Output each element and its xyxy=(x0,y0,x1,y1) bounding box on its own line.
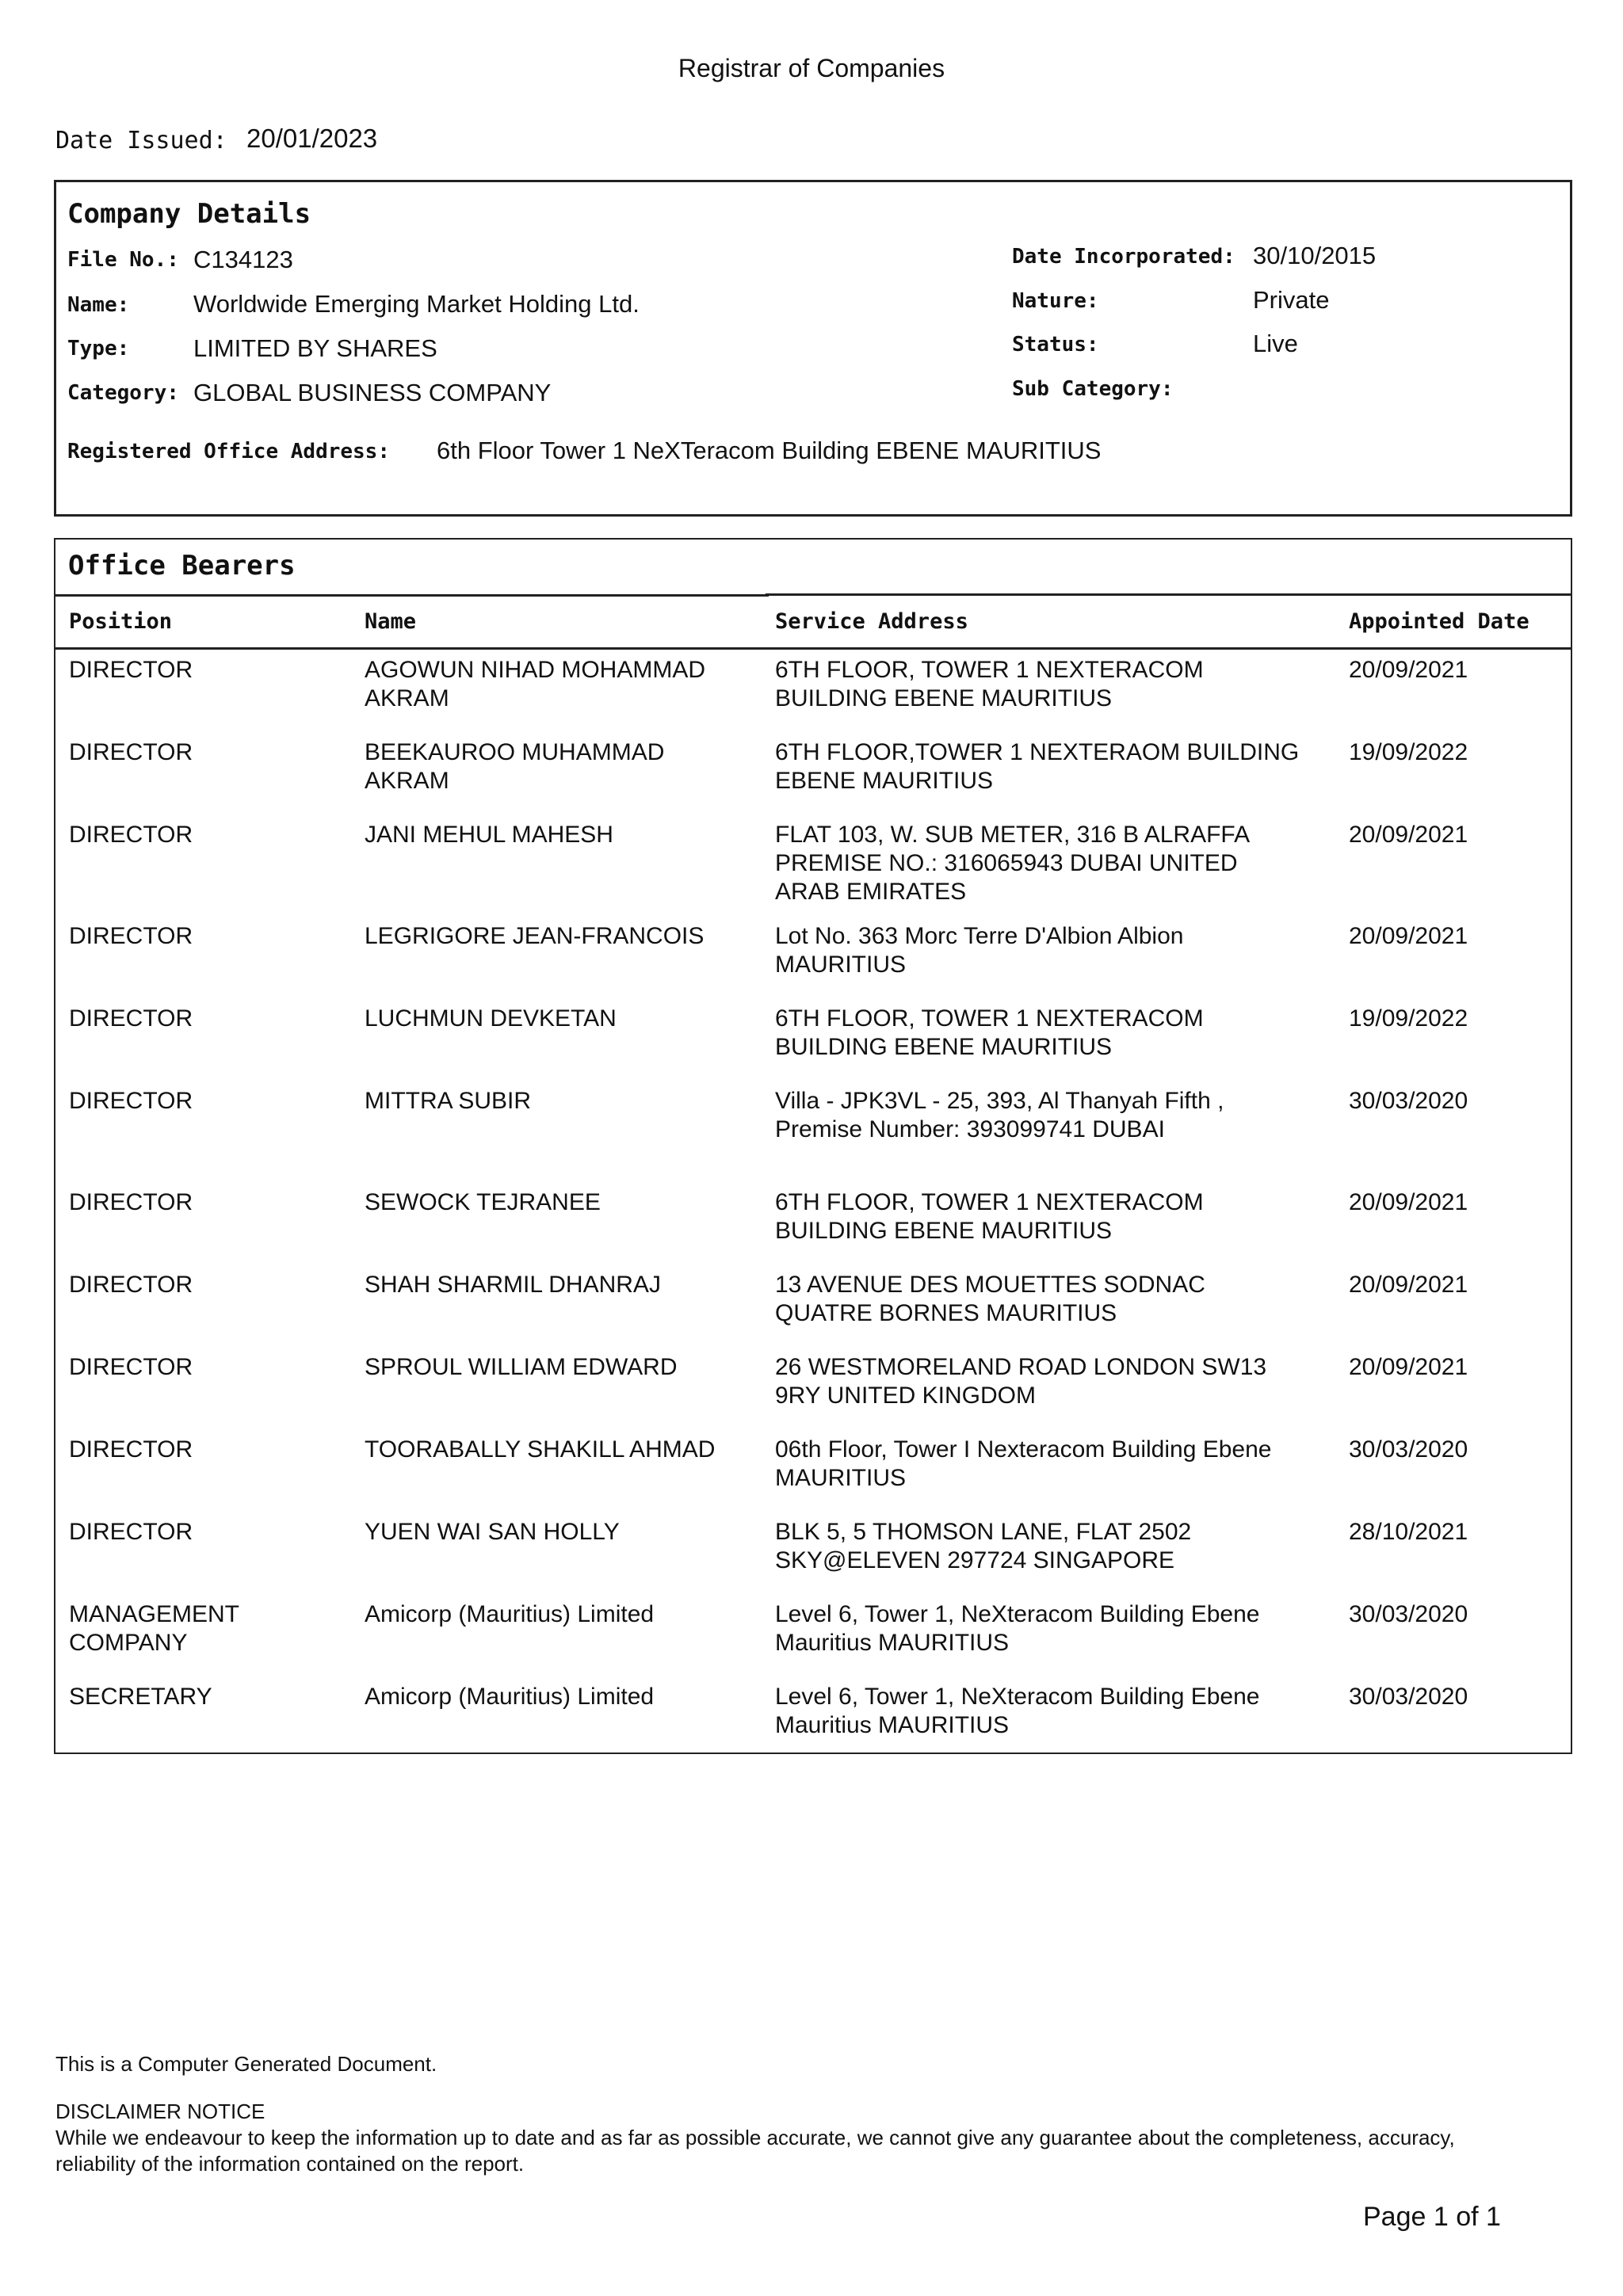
status-value: Live xyxy=(1253,330,1298,357)
cell-service-address-line: Mauritius MAURITIUS xyxy=(775,1712,1010,1738)
cell-position-line: DIRECTOR xyxy=(69,822,193,848)
cell-position xyxy=(69,821,338,849)
registered-office-value: 6th Floor Tower 1 NeXTeracom Building EBENE MAURITIUS xyxy=(437,437,1102,464)
cell-service-address-line: ARAB EMIRATES xyxy=(775,879,967,905)
cell-service-address xyxy=(775,1353,1346,1410)
date-issued-label: Date Issued: xyxy=(55,127,227,154)
office-bearers-heading: Office Bearers xyxy=(68,550,296,582)
cell-name xyxy=(365,738,761,795)
cell-service-address xyxy=(775,1436,1346,1493)
cell-service-address-line: Villa - JPK3VL - 25, 393, Al Thanyah Fifth , xyxy=(775,1088,1224,1114)
cell-service-address-line: 9RY UNITED KINGDOM xyxy=(775,1383,1036,1409)
cell-service-address-line: 06th Floor, Tower I Nexteracom Building Ebene xyxy=(775,1436,1272,1463)
sub-category-label: Sub Category: xyxy=(1012,377,1174,401)
cell-name xyxy=(365,1087,761,1116)
column-header-name: Name xyxy=(365,609,417,634)
cell-service-address xyxy=(775,1087,1346,1144)
cell-service-address xyxy=(775,1271,1346,1328)
cell-name-line: SPROUL WILLIAM EDWARD xyxy=(365,1354,678,1380)
cell-name xyxy=(365,1353,761,1382)
cell-name xyxy=(365,656,761,713)
cell-service-address xyxy=(775,1683,1346,1740)
cell-position-line: MANAGEMENT xyxy=(69,1601,240,1627)
cell-name-line: LUCHMUN DEVKETAN xyxy=(365,1005,617,1032)
cell-name xyxy=(365,1600,761,1629)
cell-service-address-line: Mauritius MAURITIUS xyxy=(775,1630,1010,1656)
cell-position-line: DIRECTOR xyxy=(69,1088,193,1114)
cell-name-line: LEGRIGORE JEAN-FRANCOIS xyxy=(365,923,705,949)
cell-appointed-date: 30/03/2020 xyxy=(1349,1088,1468,1114)
cell-name-line: Amicorp (Mauritius) Limited xyxy=(365,1601,655,1627)
cell-appointed-date: 20/09/2021 xyxy=(1349,1354,1468,1380)
cell-service-address-line: Level 6, Tower 1, NeXteracom Building Ebene xyxy=(775,1684,1260,1710)
cell-appointed-date: 20/09/2021 xyxy=(1349,1189,1468,1215)
cell-appointed-date: 20/09/2021 xyxy=(1349,822,1468,848)
cell-appointed-date: 19/09/2022 xyxy=(1349,739,1468,765)
nature-label: Nature: xyxy=(1012,289,1099,313)
cell-service-address-line: Level 6, Tower 1, NeXteracom Building Ebene xyxy=(775,1601,1260,1627)
column-header-position: Position xyxy=(69,609,173,634)
cell-service-address-line: PREMISE NO.: 316065943 DUBAI UNITED xyxy=(775,850,1238,876)
cell-service-address-line: 6TH FLOOR, TOWER 1 NEXTERACOM xyxy=(775,1189,1204,1215)
date-incorporated-value: 30/10/2015 xyxy=(1253,242,1377,269)
cell-name-line: BEEKAUROO MUHAMMAD xyxy=(365,739,665,765)
cell-appointed-date: 20/09/2021 xyxy=(1349,1272,1468,1298)
cell-position xyxy=(69,1188,338,1217)
cell-service-address-line: 13 AVENUE DES MOUETTES SODNAC xyxy=(775,1272,1205,1298)
category-value: GLOBAL BUSINESS COMPANY xyxy=(193,379,552,406)
registered-office-label: Registered Office Address: xyxy=(67,440,390,463)
cell-position-line: DIRECTOR xyxy=(69,1354,193,1380)
cell-service-address-line: 6TH FLOOR,TOWER 1 NEXTERAOM BUILDING xyxy=(775,739,1300,765)
cell-position-line: DIRECTOR xyxy=(69,739,193,765)
cell-service-address-line: MAURITIUS xyxy=(775,952,906,978)
disclaimer-line-1: While we endeavour to keep the information up to date and as far as possible accurate, we cannot give any guarantee about the completeness, accuracy, xyxy=(55,2126,1455,2149)
heading-divider xyxy=(766,593,1571,596)
cell-name-line: JANI MEHUL MAHESH xyxy=(365,822,613,848)
cell-position-line: DIRECTOR xyxy=(69,923,193,949)
cell-service-address xyxy=(775,922,1346,979)
cell-name xyxy=(365,1271,761,1299)
header-divider xyxy=(55,647,1571,650)
cell-appointed-date: 30/03/2020 xyxy=(1349,1436,1468,1463)
company-details-panel xyxy=(54,180,1572,517)
cell-position xyxy=(69,1436,338,1464)
cell-appointed-date: 30/03/2020 xyxy=(1349,1601,1468,1627)
cell-appointed-date: 30/03/2020 xyxy=(1349,1684,1468,1710)
company-details-heading: Company Details xyxy=(67,198,311,230)
cell-service-address xyxy=(775,1005,1346,1062)
page-number: Page 1 of 1 xyxy=(1363,2202,1501,2232)
cell-name xyxy=(365,1188,761,1217)
cell-service-address xyxy=(775,1518,1346,1575)
cell-service-address-line: 6TH FLOOR, TOWER 1 NEXTERACOM xyxy=(775,657,1204,683)
cell-service-address-line: BUILDING EBENE MAURITIUS xyxy=(775,685,1113,711)
cell-service-address-line: SKY@ELEVEN 297724 SINGAPORE xyxy=(775,1547,1175,1573)
file-no-label: File No.: xyxy=(67,248,179,272)
cell-appointed-date: 20/09/2021 xyxy=(1349,923,1468,949)
cell-service-address-line: Lot No. 363 Morc Terre D'Albion Albion xyxy=(775,923,1184,949)
heading-divider xyxy=(55,594,769,597)
office-bearers-panel xyxy=(54,538,1572,1754)
column-header-service-address: Service Address xyxy=(775,609,968,634)
cell-name-line: YUEN WAI SAN HOLLY xyxy=(365,1519,620,1545)
cell-service-address-line: EBENE MAURITIUS xyxy=(775,768,994,794)
cell-name xyxy=(365,1518,761,1547)
type-value: LIMITED BY SHARES xyxy=(193,334,437,362)
cell-name-line: SHAH SHARMIL DHANRAJ xyxy=(365,1272,661,1298)
category-label: Category: xyxy=(67,381,179,405)
cell-position xyxy=(69,922,338,951)
cell-service-address-line: 26 WESTMORELAND ROAD LONDON SW13 xyxy=(775,1354,1267,1380)
cell-name xyxy=(365,1005,761,1033)
cell-position xyxy=(69,1683,338,1711)
cell-name-line: Amicorp (Mauritius) Limited xyxy=(365,1684,655,1710)
cell-service-address-line: FLAT 103, W. SUB METER, 316 B ALRAFFA xyxy=(775,822,1251,848)
cell-service-address xyxy=(775,821,1346,906)
cell-name-line: AGOWUN NIHAD MOHAMMAD xyxy=(365,657,705,683)
disclaimer-title: DISCLAIMER NOTICE xyxy=(55,2100,265,2123)
cell-service-address-line: BUILDING EBENE MAURITIUS xyxy=(775,1218,1113,1244)
cell-appointed-date: 28/10/2021 xyxy=(1349,1519,1468,1545)
cell-appointed-date: 19/09/2022 xyxy=(1349,1005,1468,1032)
file-no-value: C134123 xyxy=(193,246,293,273)
cell-service-address-line: QUATRE BORNES MAURITIUS xyxy=(775,1300,1117,1326)
cell-position-line: DIRECTOR xyxy=(69,1272,193,1298)
cell-name xyxy=(365,1436,761,1464)
cell-position-line: DIRECTOR xyxy=(69,1436,193,1463)
cell-position xyxy=(69,1518,338,1547)
name-label: Name: xyxy=(67,293,130,317)
cell-position xyxy=(69,656,338,685)
cell-appointed-date: 20/09/2021 xyxy=(1349,657,1468,683)
status-label: Status: xyxy=(1012,333,1099,357)
cell-name-line: MITTRA SUBIR xyxy=(365,1088,532,1114)
cell-service-address-line: BLK 5, 5 THOMSON LANE, FLAT 2502 xyxy=(775,1519,1192,1545)
disclaimer-line-2: reliability of the information contained on the report. xyxy=(55,2152,525,2176)
cell-service-address xyxy=(775,1188,1346,1245)
cell-position xyxy=(69,1353,338,1382)
cell-position-line: DIRECTOR xyxy=(69,1189,193,1215)
cell-position-line: DIRECTOR xyxy=(69,657,193,683)
cell-service-address-line: BUILDING EBENE MAURITIUS xyxy=(775,1034,1113,1060)
document-title: Registrar of Companies xyxy=(678,54,945,82)
cell-service-address-line: Premise Number: 393099741 DUBAI xyxy=(775,1116,1165,1142)
cell-position-line: DIRECTOR xyxy=(69,1005,193,1032)
cell-position xyxy=(69,1087,338,1116)
date-incorporated-label: Date Incorporated: xyxy=(1012,245,1235,269)
cell-name-line: TOORABALLY SHAKILL AHMAD xyxy=(365,1436,716,1463)
cell-name-line: AKRAM xyxy=(365,768,449,794)
cell-position xyxy=(69,1005,338,1033)
cell-name xyxy=(365,1683,761,1711)
computer-generated-note: This is a Computer Generated Document. xyxy=(55,2052,437,2076)
cell-position-line: SECRETARY xyxy=(69,1684,212,1710)
column-header-appointed-date: Appointed Date xyxy=(1349,609,1529,634)
cell-service-address-line: 6TH FLOOR, TOWER 1 NEXTERACOM xyxy=(775,1005,1204,1032)
cell-position xyxy=(69,738,338,767)
cell-position xyxy=(69,1600,338,1657)
nature-value: Private xyxy=(1253,286,1330,314)
date-issued-value: 20/01/2023 xyxy=(246,124,378,153)
cell-position xyxy=(69,1271,338,1299)
cell-name-line: SEWOCK TEJRANEE xyxy=(365,1189,601,1215)
cell-service-address xyxy=(775,738,1346,795)
cell-position-line: COMPANY xyxy=(69,1630,188,1656)
cell-service-address-line: MAURITIUS xyxy=(775,1465,906,1491)
cell-name-line: AKRAM xyxy=(365,685,449,711)
cell-service-address xyxy=(775,1600,1346,1657)
cell-name xyxy=(365,922,761,951)
name-value: Worldwide Emerging Market Holding Ltd. xyxy=(193,290,640,318)
type-label: Type: xyxy=(67,337,130,360)
cell-name xyxy=(365,821,761,849)
cell-position-line: DIRECTOR xyxy=(69,1519,193,1545)
cell-service-address xyxy=(775,656,1346,713)
